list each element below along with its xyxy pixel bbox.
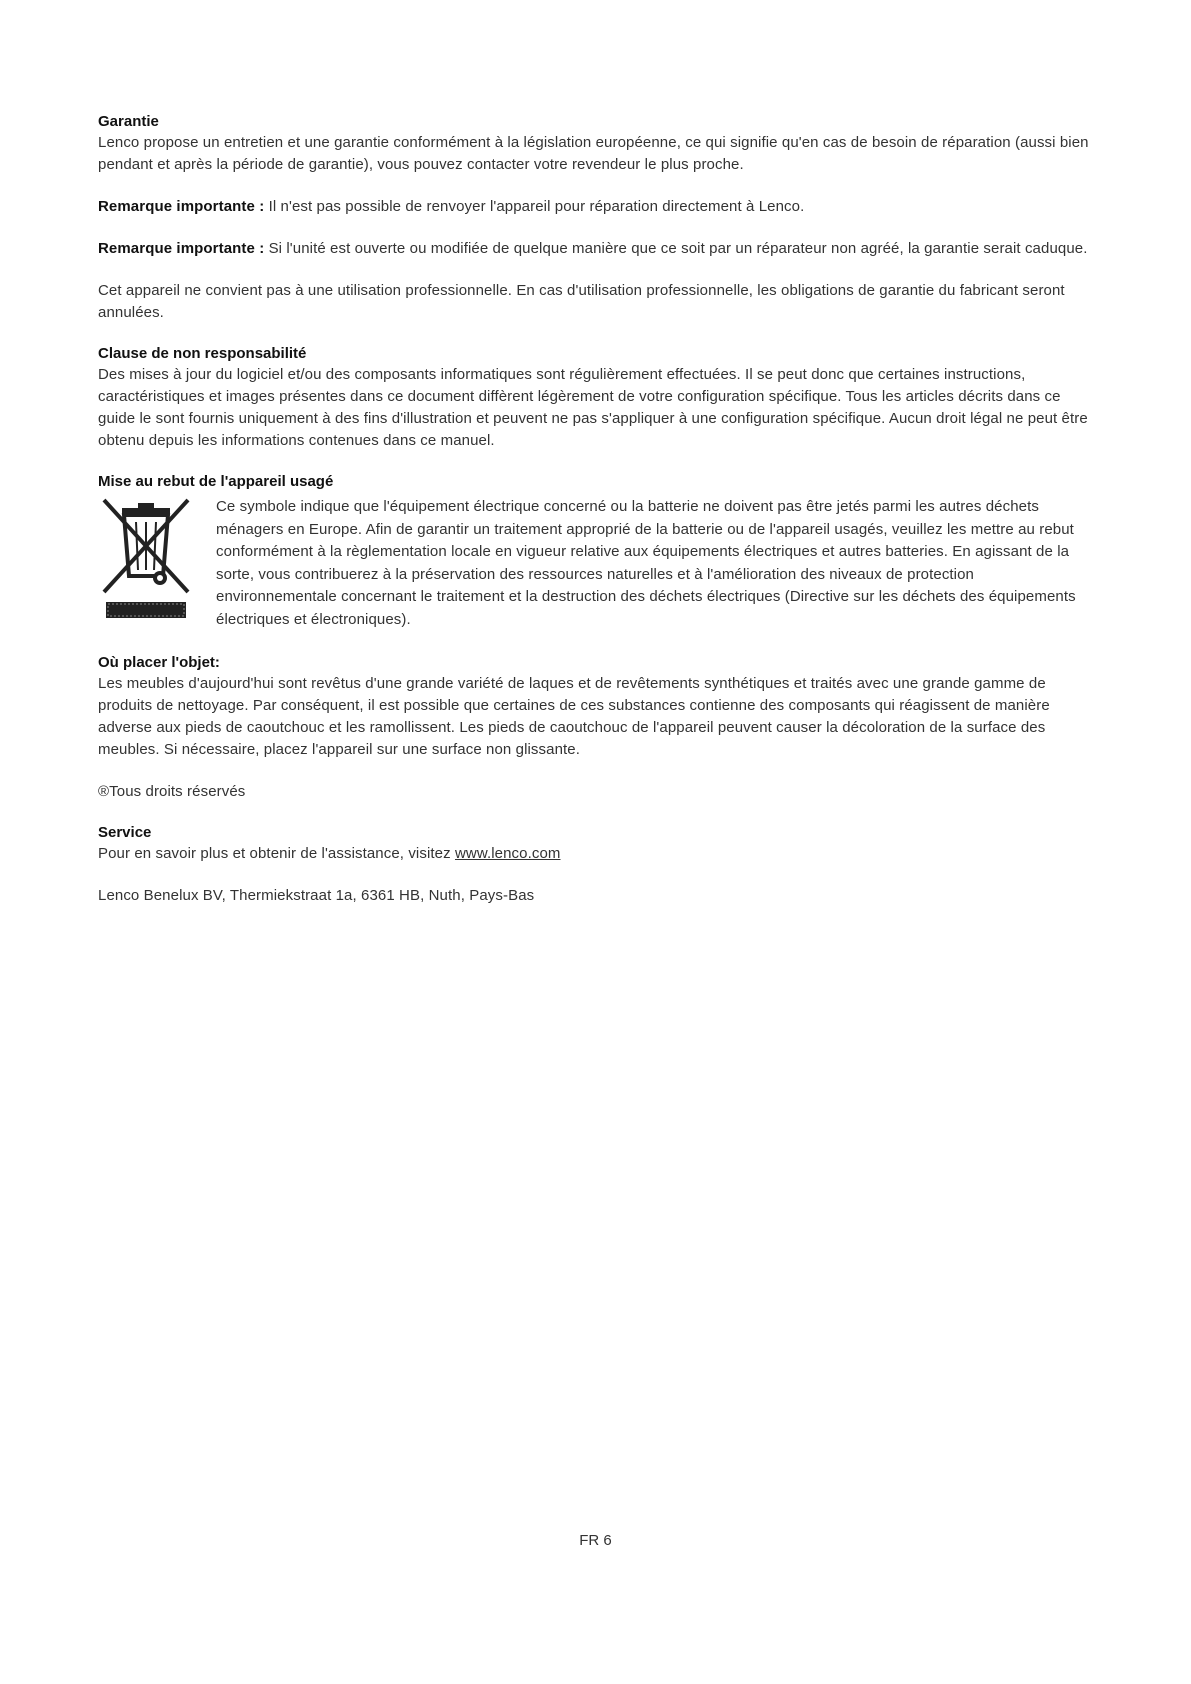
- rebut-text: Ce symbole indique que l'équipement électrique concerné ou la batterie ne doivent pas être jetés parmi les autres déchets ménagers en Europe. Afin de garantir un traitement approprié de la batterie ou de l'appareil usagés, veuillez les mettre au rebut conformément à la règlementation locale en vigueur relative aux équipements électriques et autres batteries. En agissant de la sorte, vous contribuerez à la préservation des ressources naturelles et à l'amélioration des niveaux de protection environnementale concernant le traitement et la destruction des déchets électriques (Directive sur les déchets des équipements électriques et électroniques).: [216, 498, 1076, 628]
- service-intro: Pour en savoir plus et obtenir de l'assistance, visitez: [98, 845, 455, 862]
- rebut-heading: Mise au rebut de l'appareil usagé: [98, 473, 334, 490]
- weee-crossed-bin-icon: [96, 498, 196, 633]
- service-heading: Service: [98, 824, 152, 841]
- address-text: Lenco Benelux BV, Thermiekstraat 1a, 6361 HB, Nuth, Pays-Bas: [98, 887, 535, 904]
- clause-heading: Clause de non responsabilité: [98, 345, 307, 362]
- placer-heading: Où placer l'objet:: [98, 654, 220, 671]
- placer-text: Les meubles d'aujourd'hui sont revêtus d'une grande variété de laques et de revêtements synthétiques et traités avec une grande gamme de produits de nettoyage. Par conséquent, il est possible que certaines de ces substances contienne des composants qui réagissent de manière adverse aux pieds de caoutchouc et les ramollissent. Les pieds de caoutchouc de l'appareil peuvent causer la décoloration de la surface des meubles. Si nécessaire, placez l'appareil sur une surface non glissante.: [98, 675, 1050, 758]
- rebut-section: [98, 496, 1098, 633]
- remarque-importante-2: [98, 238, 1098, 260]
- remarque-label-1: Remarque importante :: [98, 198, 265, 215]
- document-body: [98, 112, 1098, 907]
- page-number: FR 6: [579, 1532, 612, 1549]
- clause-text: Des mises à jour du logiciel et/ou des composants informatiques sont régulièrement effectuées. Il se peut donc que certaines instructions, caractéristiques et images présentes dans ce document diffèrent légèrement de votre configuration spécifique. Tous les articles décrits dans ce guide le sont fournis uniquement à des fins d'illustration et peuvent ne pas s'appliquer à une configuration spécifique. Aucun droit légal ne peut être obtenu depuis les informations contenues dans ce manuel.: [98, 366, 1088, 449]
- remarque-importante-1: [98, 196, 1098, 218]
- remarque-label-2: Remarque importante :: [98, 240, 265, 257]
- remarque-text-2: Si l'unité est ouverte ou modifiée de quelque manière que ce soit par un réparateur non agréé, la garantie serait caduque.: [264, 240, 1088, 257]
- lenco-website-link[interactable]: www.lenco.com: [454, 845, 561, 862]
- droits-text: ®Tous droits réservés: [98, 783, 246, 800]
- garantie-text: Lenco propose un entretien et une garantie conformément à la législation européenne, ce qui signifie qu'en cas de besoin de réparation (aussi bien pendant et après la période de garantie), vous pouvez contacter votre revendeur le plus proche.: [98, 134, 1089, 173]
- remarque-text-1: Il n'est pas possible de renvoyer l'appareil pour réparation directement à Lenco.: [264, 198, 805, 215]
- garantie-heading: Garantie: [98, 113, 159, 130]
- service-text: [98, 843, 1098, 865]
- professionnel-text: Cet appareil ne convient pas à une utilisation professionnelle. En cas d'utilisation professionnelle, les obligations de garantie du fabricant seront annulées.: [98, 282, 1065, 321]
